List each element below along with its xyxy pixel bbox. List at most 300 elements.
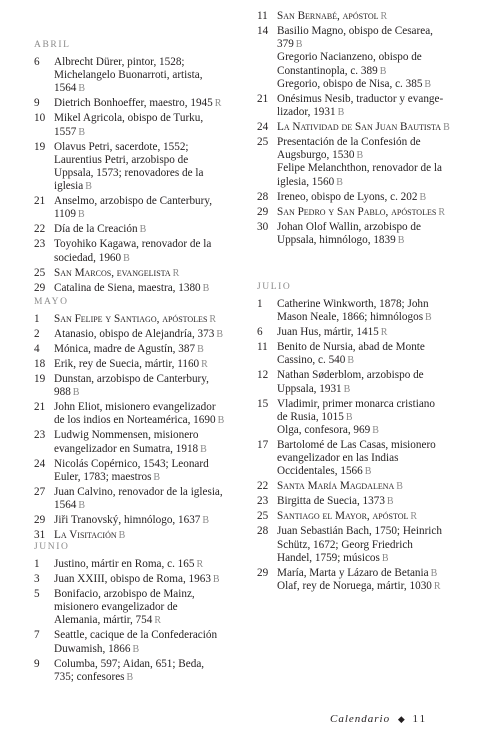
entry-line	[277, 106, 457, 119]
diamond-icon: ◆	[397, 714, 405, 724]
entry-line-text: Bartolomé de Las Casas, misionero	[277, 439, 436, 452]
calendar-entry	[257, 326, 457, 339]
entry-day: 11	[257, 10, 268, 22]
entry-line	[277, 369, 457, 382]
liturgical-marker: B	[78, 126, 86, 138]
liturgical-marker: R	[438, 206, 445, 218]
liturgical-marker: B	[139, 224, 147, 236]
entry-line	[277, 341, 457, 354]
calendar-entry	[34, 56, 252, 96]
month-section	[34, 541, 252, 686]
entry-line	[54, 671, 252, 684]
entry-text	[54, 373, 252, 399]
month-section	[34, 39, 252, 297]
entry-line	[54, 558, 252, 571]
calendar-entry	[34, 328, 252, 341]
entry-day: 21	[257, 92, 269, 105]
liturgical-marker: B	[337, 107, 345, 119]
entry-line	[54, 112, 252, 125]
entry-line-text: Columba, 597; Aidan, 651; Beda,	[54, 657, 205, 670]
calendar-entry	[257, 439, 457, 479]
liturgical-marker: B	[347, 355, 355, 367]
month-section	[257, 281, 457, 595]
entry-line-text: Augsburgo, 1530	[277, 149, 355, 162]
entry-line	[54, 313, 252, 326]
entry-line	[54, 56, 252, 69]
entry-line	[277, 136, 457, 149]
entry-line-text: Atanasio, obispo de Alejandría, 373	[54, 328, 215, 340]
calendar-entry	[257, 206, 457, 219]
entry-line-text: iglesia	[54, 180, 84, 193]
entry-day: 25	[257, 136, 269, 149]
entry-line	[277, 65, 457, 78]
entry-day: 17	[257, 439, 269, 452]
entry-day: 1	[257, 298, 263, 310]
calendar-entry	[257, 221, 457, 247]
entry-line	[54, 486, 252, 499]
entry-day: 6	[34, 56, 40, 68]
entry-line-text: evangelizador en Sumatra, 1918	[54, 442, 199, 455]
liturgical-marker: B	[78, 83, 86, 95]
entry-line	[277, 326, 457, 339]
entry-text	[54, 141, 252, 194]
calendar-entry	[34, 112, 252, 138]
calendar-entry	[34, 588, 252, 628]
entry-line	[54, 614, 252, 627]
entry-line	[54, 386, 252, 399]
entry-line-text: Seattle, cacique de la Confederación	[54, 629, 218, 642]
calendar-entry	[257, 191, 457, 204]
liturgical-marker: B	[126, 671, 134, 683]
entry-day: 21	[34, 195, 46, 208]
entry-day: 29	[34, 281, 46, 294]
calendar-entry	[34, 97, 252, 110]
entry-line-text: Olavus Petri, sacerdote, 1552;	[54, 140, 189, 153]
entry-line-text: Johan Olof Wallin, arzobispo de	[277, 220, 421, 233]
footer-title: Calendario	[330, 713, 391, 725]
entry-line-text: Vladimir, primer monarca cristiano	[277, 397, 435, 410]
entry-line	[54, 223, 252, 236]
entry-line	[277, 162, 457, 175]
entry-day: 18	[34, 358, 46, 370]
entry-line-text: Santa María Magdalena	[277, 480, 395, 493]
entry-line-text: San Felipe y Santiago, apóstoles	[54, 313, 208, 325]
page-footer	[330, 713, 460, 725]
entry-line-text: Erik, rey de Suecia, mártir, 1160	[54, 358, 200, 370]
liturgical-marker: B	[77, 209, 85, 221]
entry-day: 6	[257, 326, 263, 339]
liturgical-marker: R	[201, 359, 208, 370]
entry-line	[54, 267, 252, 280]
calendar-entry	[257, 93, 457, 119]
entry-line-text: Uppsala, himnólogo, 1839	[277, 233, 396, 246]
entry-line-text: Gregorio Nacianzeno, obispo de	[277, 51, 422, 64]
liturgical-marker: B	[295, 39, 303, 51]
calendar-entry	[257, 525, 457, 565]
entry-day: 23	[257, 495, 269, 508]
entry-line-text: 1564	[54, 82, 77, 95]
entry-line-text: Toyohiko Kagawa, renovador de la	[54, 238, 212, 251]
entry-text	[277, 369, 457, 395]
entry-line-text: 379	[277, 38, 294, 51]
entry-line	[277, 495, 457, 508]
entry-line	[54, 443, 252, 456]
calendar-entry	[257, 510, 457, 523]
liturgical-marker: B	[430, 567, 438, 579]
entry-line-text: Mónica, madre de Agustín, 387	[54, 343, 196, 355]
entry-line	[54, 499, 252, 512]
month-heading: MAYO	[34, 297, 69, 307]
entry-line-text: Nathan Søderblom, arzobispo de	[277, 369, 424, 382]
entry-text	[54, 223, 252, 236]
entry-text	[277, 495, 457, 508]
entry-text	[54, 588, 252, 628]
liturgical-marker: B	[381, 552, 389, 564]
entry-line-text: Birgitta de Suecia, 1373	[277, 495, 385, 508]
entry-day: 5	[34, 588, 40, 600]
calendar-entry	[257, 495, 457, 508]
entry-line-text: Mikel Agricola, obispo de Turku,	[54, 112, 204, 125]
entry-line	[54, 414, 252, 427]
entry-line-text: Juan Sebastián Bach, 1750; Heinrich	[277, 525, 442, 538]
entry-day: 29	[257, 205, 269, 218]
entry-line	[277, 311, 457, 324]
entry-line-text: sociedad, 1960	[54, 251, 122, 264]
entry-line-text: Laurentius Petri, arzobispo de	[54, 153, 189, 166]
liturgical-marker: B	[123, 252, 130, 264]
entry-line	[277, 121, 457, 134]
liturgical-marker: B	[118, 530, 126, 542]
entry-line	[54, 167, 252, 180]
entry-line	[54, 82, 252, 95]
liturgical-marker: R	[172, 267, 180, 279]
month-section	[34, 296, 252, 544]
calendar-entry	[34, 195, 252, 221]
entry-line-text: San Bernabé, apóstol	[277, 10, 379, 22]
entry-line-text: María, Marta y Lázaro de Betania	[277, 566, 429, 579]
entry-day: 7	[34, 629, 40, 642]
entry-line	[54, 658, 252, 671]
entry-line	[54, 208, 252, 221]
entry-line	[277, 465, 457, 478]
entry-text	[277, 398, 457, 438]
liturgical-marker: B	[356, 150, 364, 162]
entry-line	[54, 429, 252, 442]
entry-line-text: Basilio Magno, obispo de Cesarea,	[277, 25, 433, 37]
entry-line-text: evangelizador en las Indias	[277, 452, 399, 465]
liturgical-marker: R	[433, 581, 441, 593]
calendar-entry	[34, 401, 252, 427]
entry-line	[54, 282, 252, 295]
entry-day: 11	[257, 341, 268, 354]
entry-line	[277, 10, 457, 23]
entry-line-text: iglesia, 1560	[277, 175, 335, 188]
entry-line	[54, 629, 252, 642]
entry-line	[277, 452, 457, 465]
calendar-entry	[34, 358, 252, 371]
entry-day: 29	[257, 566, 269, 579]
calendar-entry	[257, 25, 457, 91]
calendar-entry	[257, 121, 457, 134]
entry-text	[277, 25, 457, 91]
entry-line-text: Benito de Nursia, abad de Monte	[277, 341, 425, 354]
entry-text	[54, 514, 252, 527]
entry-text	[277, 221, 457, 247]
entry-line-text: Felipe Melanchthon, renovador de la	[277, 162, 442, 175]
entry-text	[54, 401, 252, 427]
entry-day: 19	[34, 140, 46, 153]
entry-line	[277, 354, 457, 367]
entry-text	[54, 558, 252, 571]
liturgical-marker: B	[343, 383, 351, 395]
entry-day: 1	[34, 558, 40, 570]
entry-day: 19	[34, 373, 46, 385]
liturgical-marker: B	[85, 181, 92, 193]
entry-day: 9	[34, 657, 40, 670]
liturgical-marker: B	[212, 574, 220, 585]
entry-text	[277, 298, 457, 324]
calendar-entry	[257, 10, 457, 23]
entry-day: 31	[34, 529, 46, 542]
entry-line-text: 1557	[54, 125, 77, 138]
liturgical-marker: B	[200, 443, 207, 455]
entry-day: 23	[34, 429, 46, 442]
liturgical-marker: B	[364, 466, 372, 478]
entry-line-text: Justino, mártir en Roma, c. 165	[54, 558, 195, 570]
entry-line-text: San Pedro y San Pablo, apóstoles	[277, 205, 437, 218]
entry-line-text: lizador, 1931	[277, 106, 336, 119]
liturgical-marker: B	[197, 344, 204, 355]
entry-line	[277, 38, 457, 51]
entry-text	[54, 429, 252, 455]
entry-line-text: 1109	[54, 208, 76, 221]
entry-line-text: de los indios en Norteamérica, 1690	[54, 414, 216, 427]
entry-text	[277, 326, 457, 339]
calendar-entry	[34, 429, 252, 455]
entry-day: 12	[257, 369, 269, 382]
entry-line-text: Juan Hus, mártir, 1415	[277, 326, 379, 339]
entry-day: 29	[34, 514, 46, 527]
entry-line	[54, 328, 252, 341]
liturgical-marker: B	[72, 387, 80, 399]
entry-line-text: San Marcos, evangelista	[54, 266, 171, 279]
page-number: 11	[412, 713, 428, 725]
entry-line-text: misionero evangelizador de	[54, 601, 178, 614]
entry-day: 25	[257, 510, 269, 523]
entry-line-text: 1564	[54, 499, 77, 512]
entry-line-text: Handel, 1759; músicos	[277, 551, 380, 564]
month-heading: JUNIO	[34, 542, 70, 552]
entry-line-text: Onésimus Nesib, traductor y evange-	[277, 92, 444, 105]
calendar-entry	[257, 341, 457, 367]
entry-line	[277, 424, 457, 437]
entry-line-text: Bonifacio, arzobispo de Mainz,	[54, 588, 195, 600]
entry-line-text: Juan XXIII, obispo de Roma, 1963	[54, 573, 211, 585]
entry-day: 1	[34, 313, 40, 325]
entry-text	[277, 93, 457, 119]
entry-line-text: 735; confesores	[54, 670, 125, 683]
entry-text	[54, 97, 252, 110]
entry-text	[54, 238, 252, 264]
entry-line-text: Uppsala, 1931	[277, 382, 342, 395]
entry-line	[54, 180, 252, 193]
month-section	[257, 10, 457, 249]
entry-day: 30	[257, 220, 269, 233]
liturgical-marker: B	[396, 481, 403, 493]
entry-text	[277, 206, 457, 219]
entry-day: 23	[34, 238, 46, 251]
entry-line	[277, 510, 457, 523]
calendar-entry	[257, 136, 457, 189]
entry-line	[277, 51, 457, 64]
entry-line-text: Ludwig Nommensen, misionero	[54, 429, 199, 442]
entry-line-text: Olaf, rey de Noruega, mártir, 1030	[277, 580, 432, 593]
calendar-entry	[34, 458, 252, 484]
liturgical-marker: B	[153, 471, 161, 483]
entry-line	[54, 401, 252, 414]
entry-line	[54, 514, 252, 527]
entry-line	[277, 539, 457, 552]
entry-day: 28	[257, 525, 269, 538]
entry-line	[277, 191, 457, 204]
entry-day: 25	[34, 266, 46, 279]
entry-line-text: 988	[54, 386, 71, 399]
liturgical-marker: B	[397, 234, 405, 246]
entry-line-text: Olga, confesora, 969	[277, 424, 371, 437]
entry-text	[277, 136, 457, 189]
entry-line	[277, 398, 457, 411]
entry-line-text: Alemania, mártir, 754	[54, 614, 153, 627]
entry-line-text: Euler, 1783; maestros	[54, 470, 152, 483]
entry-line-text: de Rusia, 1015	[277, 410, 344, 423]
month-heading: ABRIL	[34, 40, 71, 50]
entry-day: 21	[34, 401, 46, 414]
calendar-entry	[34, 238, 252, 264]
liturgical-marker: B	[216, 329, 223, 340]
entry-line-text: Presentación de la Confesión de	[277, 136, 421, 149]
entry-line-text: Juan Calvino, renovador de la iglesia,	[54, 485, 223, 498]
entry-line-text: Duwamish, 1866	[54, 642, 131, 655]
liturgical-marker: R	[214, 98, 222, 110]
entry-text	[54, 486, 252, 512]
entry-line	[54, 126, 252, 139]
entry-line	[54, 588, 252, 601]
entry-line-text: Dunstan, arzobispo de Canterbury,	[54, 373, 209, 385]
entry-line	[54, 69, 252, 82]
entry-text	[54, 458, 252, 484]
liturgical-marker: R	[380, 11, 388, 22]
entry-line	[277, 567, 457, 580]
entry-text	[277, 567, 457, 593]
entry-line	[277, 25, 457, 38]
entry-line	[54, 141, 252, 154]
entry-day: 28	[257, 190, 269, 203]
entry-text	[54, 343, 252, 356]
liturgical-marker: B	[372, 425, 379, 437]
entry-line	[54, 643, 252, 656]
entry-line-text: Catherine Winkworth, 1878; John	[277, 298, 429, 310]
entry-line-text: Día de la Creación	[54, 223, 138, 236]
entry-text	[54, 358, 252, 371]
liturgical-marker: B	[202, 282, 210, 294]
calendar-entry	[34, 486, 252, 512]
entry-day: 22	[34, 223, 46, 236]
entry-day: 15	[257, 397, 269, 410]
entry-line-text: Santiago el Mayor, apóstol	[277, 510, 409, 523]
entry-text	[54, 573, 252, 586]
calendar-entry	[257, 369, 457, 395]
entry-line	[54, 238, 252, 251]
entry-line-text: Catalina de Siena, maestra, 1380	[54, 281, 201, 294]
entry-line-text: Michelangelo Buonarroti, artista,	[54, 69, 203, 82]
entry-line	[277, 206, 457, 219]
liturgical-marker: R	[196, 559, 204, 570]
entry-text	[277, 510, 457, 523]
entry-text	[277, 191, 457, 204]
entry-line	[277, 383, 457, 396]
calendar-entry	[34, 267, 252, 280]
entry-line	[277, 439, 457, 452]
entry-day: 4	[34, 343, 40, 355]
liturgical-marker: R	[154, 615, 162, 627]
liturgical-marker: B	[345, 411, 353, 423]
entry-line	[277, 234, 457, 247]
entry-line	[54, 373, 252, 386]
liturgical-marker: B	[336, 176, 343, 188]
entry-line	[54, 458, 252, 471]
liturgical-marker: B	[443, 122, 450, 134]
entry-line-text: Jiři Tranovský, himnólogo, 1637	[54, 514, 201, 527]
entry-line	[277, 580, 457, 593]
entry-line	[54, 154, 252, 167]
liturgical-marker: B	[386, 496, 394, 508]
entry-line	[277, 78, 457, 91]
calendar-entry	[34, 514, 252, 527]
liturgical-marker: R	[410, 511, 418, 523]
liturgical-marker: R	[380, 327, 388, 339]
entry-day: 24	[257, 121, 269, 134]
entry-day: 14	[257, 25, 269, 37]
entry-line-text: Uppsala, 1573; renovadores de la	[54, 167, 204, 180]
entry-day: 3	[34, 573, 40, 585]
entry-text	[54, 328, 252, 341]
entry-day: 9	[34, 97, 40, 110]
entry-text	[277, 525, 457, 565]
entry-text	[54, 282, 252, 295]
calendar-entry	[257, 398, 457, 438]
liturgical-marker: B	[132, 643, 140, 655]
entry-line	[277, 480, 457, 493]
entry-line	[54, 573, 252, 586]
entry-line-text: John Eliot, misionero evangelizador	[54, 401, 216, 414]
entry-text	[277, 121, 457, 134]
calendar-entry	[257, 480, 457, 493]
liturgical-marker: B	[217, 415, 225, 427]
entry-line-text: Dietrich Bonhoeffer, maestro, 1945	[54, 97, 213, 110]
entry-text	[54, 56, 252, 96]
entry-text	[277, 10, 457, 23]
liturgical-marker: B	[424, 78, 432, 90]
entry-line	[54, 358, 252, 371]
entry-line	[277, 525, 457, 538]
entry-line	[277, 411, 457, 424]
entry-day: 10	[34, 112, 46, 125]
entry-line	[277, 93, 457, 106]
calendar-entry	[257, 567, 457, 593]
liturgical-marker: B	[425, 312, 432, 324]
entry-text	[54, 195, 252, 221]
entry-line-text: Occidentales, 1566	[277, 465, 363, 478]
